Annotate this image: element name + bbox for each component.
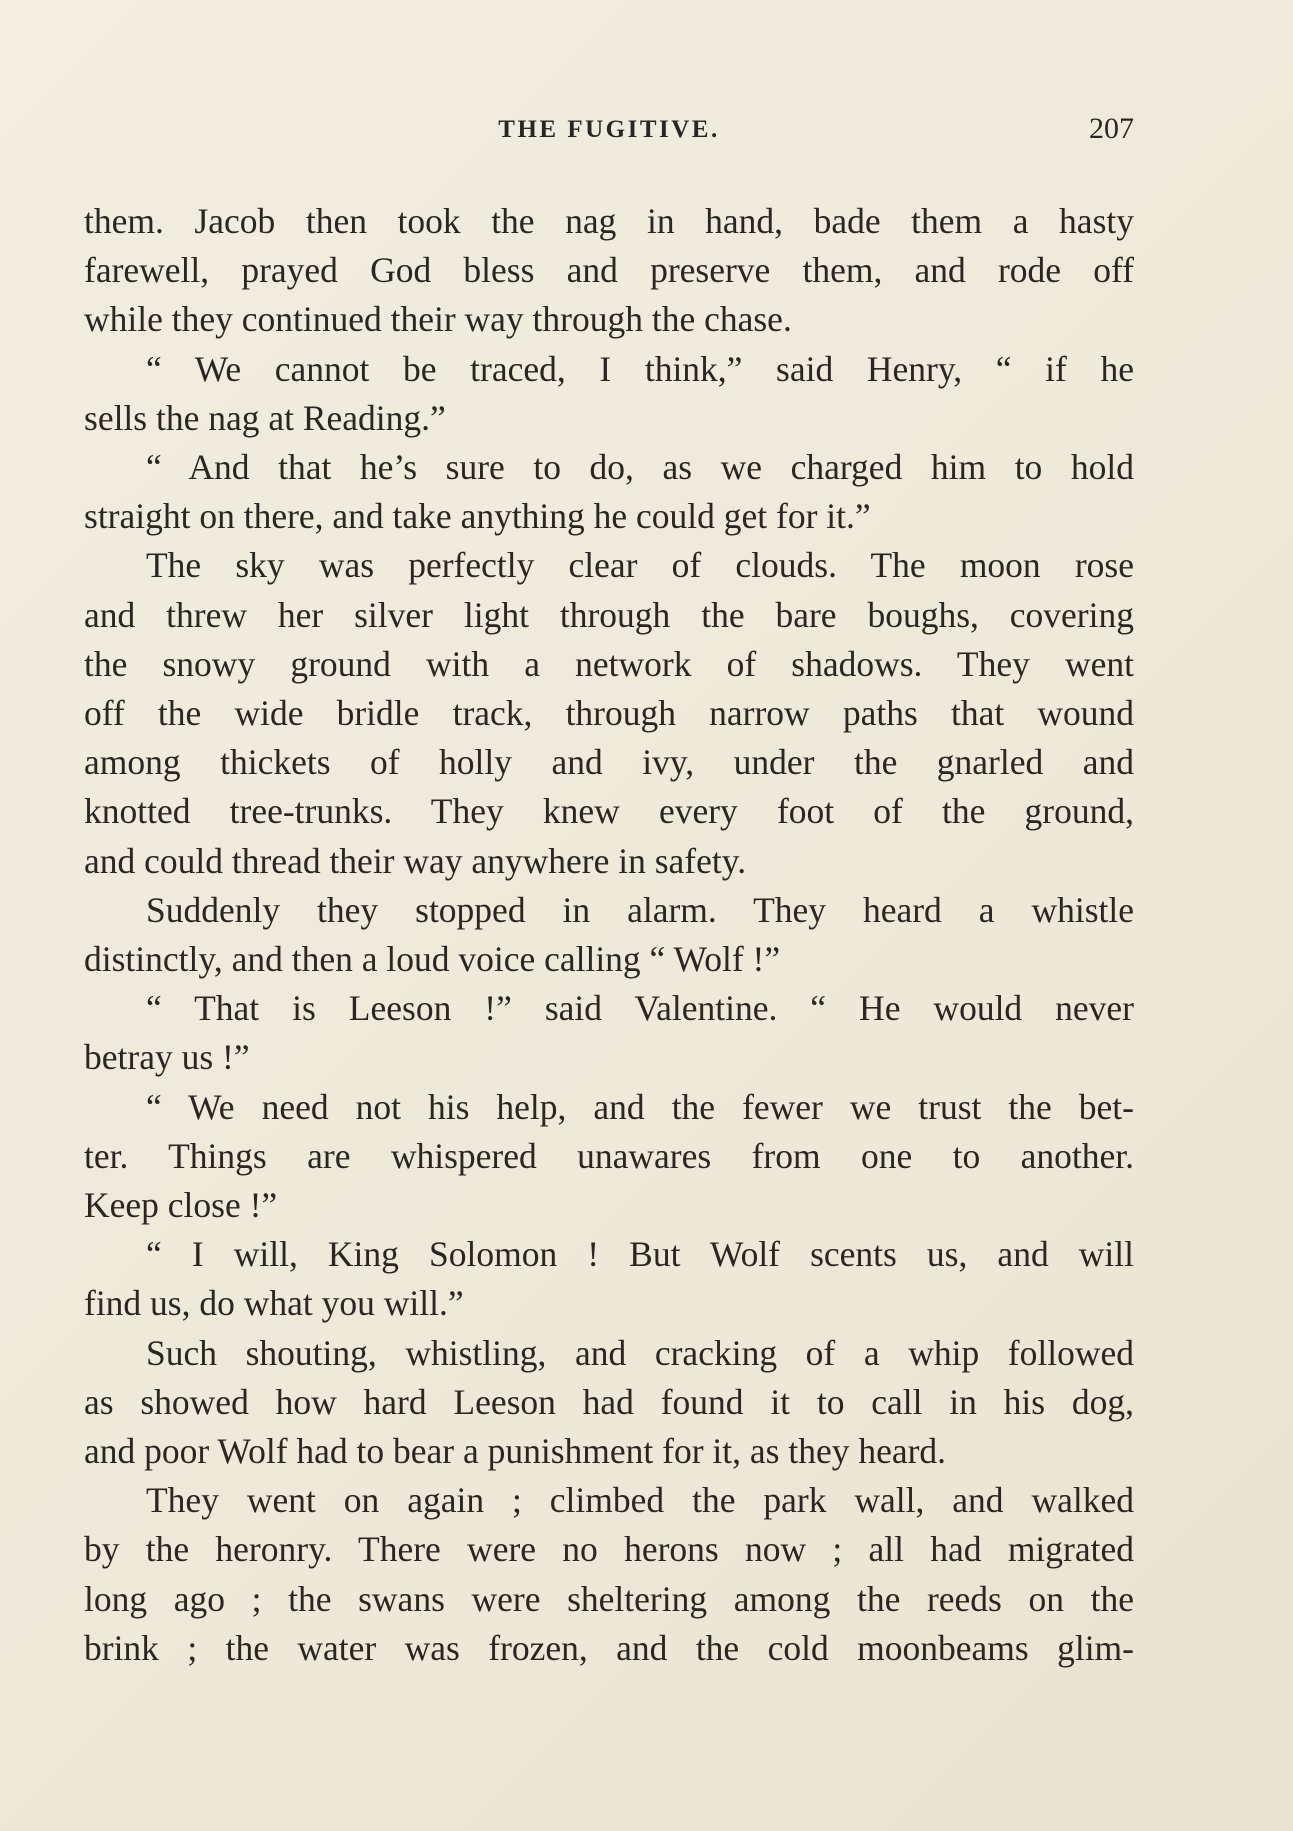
text-line: distinctly, and then a loud voice calling “ Wolf !” xyxy=(84,939,781,980)
text-line: knotted tree-trunks. They knew every foot of the ground, xyxy=(84,791,1134,832)
running-head xyxy=(84,112,1134,156)
text-line: “ I will, King Solomon ! But Wolf scents us, and will xyxy=(146,1234,1134,1275)
text-line: “ We cannot be traced, I think,” said Henry, “ if he xyxy=(146,348,1134,389)
text-line: while they continued their way through the chase. xyxy=(84,299,792,340)
text-line: ter. Things are whispered unawares from one to another. xyxy=(84,1135,1134,1176)
text-line: brink ; the water was frozen, and the cold moonbeams glim- xyxy=(84,1627,1134,1668)
text-line: and poor Wolf had to bear a punishment for it, as they heard. xyxy=(84,1431,947,1472)
text-line: long ago ; the swans were sheltering among the reeds on the xyxy=(84,1578,1134,1619)
text-line: among thickets of holly and ivy, under the gnarled and xyxy=(84,742,1134,783)
text-line: sells the nag at Reading.” xyxy=(84,397,446,438)
body-text xyxy=(84,197,1134,1673)
text-line: as showed how hard Leeson had found it to call in his dog, xyxy=(84,1381,1134,1422)
text-line: Keep close !” xyxy=(84,1185,278,1226)
text-line: by the heronry. There were no herons now ; all had migrated xyxy=(84,1529,1134,1570)
text-line: They went on again ; climbed the park wall, and walked xyxy=(146,1480,1134,1521)
text-line: Such shouting, whistling, and cracking of a whip followed xyxy=(146,1332,1134,1373)
text-line: and could thread their way anywhere in safety. xyxy=(84,840,747,881)
text-line: betray us !” xyxy=(84,1037,250,1078)
text-line: farewell, prayed God bless and preserve them, and rode off xyxy=(84,250,1134,291)
text-line: off the wide bridle track, through narrow paths that wound xyxy=(84,693,1134,734)
text-line: “ That is Leeson !” said Valentine. “ He would never xyxy=(146,988,1134,1029)
text-line: “ And that he’s sure to do, as we charged him to hold xyxy=(146,447,1134,488)
text-line: the snowy ground with a network of shadows. They went xyxy=(84,643,1134,684)
page-number: 207 xyxy=(1089,112,1134,145)
text-line: them. Jacob then took the nag in hand, bade them a hasty xyxy=(84,201,1134,241)
text-line: and threw her silver light through the bare boughs, covering xyxy=(84,594,1134,635)
text-line: find us, do what you will.” xyxy=(84,1283,464,1324)
text-line: Suddenly they stopped in alarm. They heard a whistle xyxy=(146,889,1134,930)
text-line: The sky was perfectly clear of clouds. The moon rose xyxy=(146,545,1134,586)
chapter-title: THE FUGITIVE. xyxy=(498,116,720,143)
text-line: straight on there, and take anything he could get for it.” xyxy=(84,496,871,537)
text-line: “ We need not his help, and the fewer we trust the bet- xyxy=(146,1086,1134,1127)
